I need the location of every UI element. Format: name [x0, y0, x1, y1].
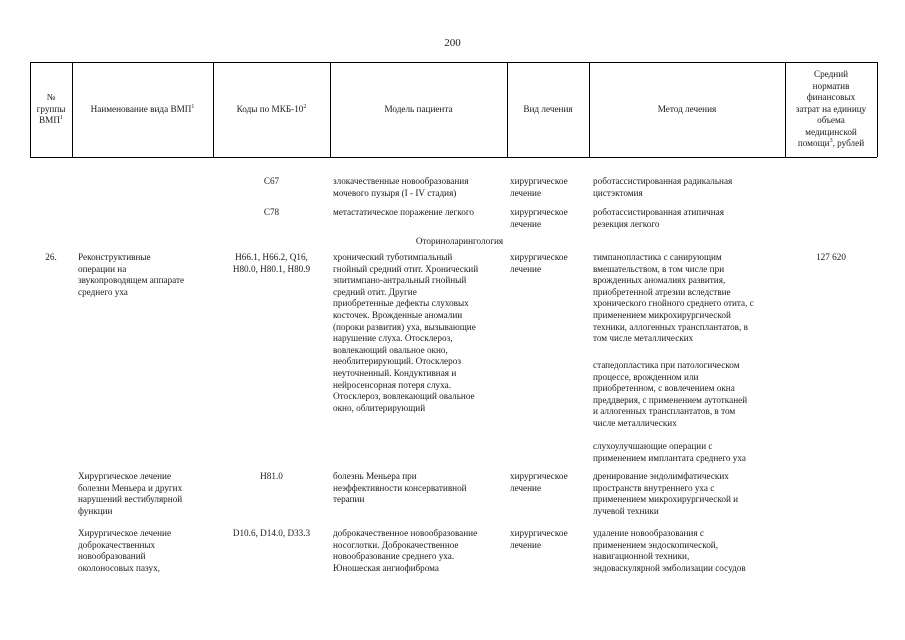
text-line: приобретенные дефекты слуховых [333, 298, 469, 309]
text-line: навигационной техники, [593, 551, 690, 562]
text-line: применением имплантата среднего уха [593, 452, 746, 463]
text-line: удаление новообразования с [593, 528, 704, 538]
text-line: хирургическое [510, 207, 568, 217]
header-text-line: ВМП [39, 115, 60, 126]
text-line: дренирование эндолимфатических [593, 471, 729, 481]
footnote-mark: 3 [829, 138, 833, 145]
text-line: эпитимпано-антральный гнойный [333, 275, 467, 286]
treatment-type-cell [510, 207, 590, 230]
average-cost-cell: 127 620 [816, 252, 846, 262]
footnote-mark: 1 [191, 103, 195, 110]
header-text: Метод лечения [657, 103, 717, 114]
text-line: H66.1, H66.2, Q16, [235, 252, 308, 262]
text-line: гнойный средний отит. Хронический [333, 263, 479, 274]
text-line: преддверия, с применением аутотканей [593, 394, 748, 405]
section-title: Оториноларингология [415, 236, 504, 246]
text-line: средний отит. Другие [333, 286, 417, 297]
treatment-method-cell [593, 360, 787, 430]
text-line: Реконструктивные [78, 252, 151, 262]
footnote-mark: 2 [303, 103, 307, 110]
text-line: слухоулучшающие операции с [593, 441, 713, 451]
patient-model-cell [333, 207, 509, 219]
text-line: приобретенном, с вовлечением окна [593, 383, 735, 394]
header-right-border [877, 62, 878, 157]
header-text: Модель пациента [384, 103, 453, 114]
text-line: операции на [78, 263, 127, 274]
text-line: процессе, врожденном или [593, 371, 699, 382]
header-text-line: помощи [797, 138, 830, 149]
text-line: лечение [510, 539, 542, 550]
text-line: хирургическое [510, 252, 568, 262]
text-line: Юношеская ангиофиброма [333, 562, 439, 573]
group-number-cell: 26. [45, 252, 57, 262]
patient-model-cell [333, 471, 509, 506]
text-line: новообразований [78, 551, 146, 562]
text-line: лучевой техники [593, 505, 659, 516]
icd-code-cell: H81.0 [260, 471, 283, 481]
patient-model-cell [333, 528, 509, 574]
treatment-type-cell [510, 176, 590, 199]
text-line: вмешательством, в том числе при [593, 263, 725, 274]
header-text-line: объема [817, 115, 845, 126]
header-text-line: группы [36, 103, 66, 114]
text-line: нарушение слуха. Отосклероз, [333, 333, 453, 344]
text-line: хирургическое [510, 528, 568, 538]
text-line: лечение [510, 218, 542, 229]
header-text: Вид лечения [523, 103, 573, 114]
text-line: (пороки развития) уха, вызывающие [333, 321, 476, 332]
text-line: тимпанопластика с санирующим [593, 252, 722, 262]
header-text: Коды по МКБ-10 [236, 103, 304, 114]
text-line: Отосклероз, вовлекающий овальное [333, 391, 475, 402]
footnote-mark: 1 [59, 115, 63, 122]
text-line: околоносовых пазух, [78, 562, 160, 573]
header-text-line: медицинской [805, 126, 857, 137]
text-line: том числе металлических [593, 333, 694, 344]
text-line: цистэктомия [593, 187, 643, 198]
text-line: злокачественные новообразования [333, 176, 469, 186]
text-line: косточек. Врожденные аномалии [333, 309, 463, 320]
treatment-method-cell [593, 207, 787, 230]
text-line: хирургическое [510, 471, 568, 481]
patient-model-cell [333, 176, 509, 199]
text-line: и аллогенных трансплантатов, в том [593, 406, 736, 417]
icd-code-cell: C67 [263, 176, 280, 186]
text-line: доброкачественное новообразование [333, 528, 478, 538]
header-text-line: № [46, 92, 56, 103]
treatment-method-cell [593, 176, 787, 199]
text-line: Хирургическое лечение [78, 471, 172, 481]
header-text-line: затрат на единицу [795, 103, 867, 114]
patient-model-cell [333, 252, 509, 414]
text-line: хронический туботимпальный [333, 252, 453, 262]
text-line: метастатическое поражение легкого [333, 207, 475, 217]
text-line: H80.0, H80.1, H80.9 [232, 263, 311, 274]
text-line: необлитерирующий. Отосклероз [333, 356, 461, 367]
text-line: среднего уха [78, 286, 128, 297]
text-line: болезнь Меньера при [333, 471, 417, 481]
text-line: техники, аллогенных трансплантатов, в [593, 321, 748, 332]
text-line: хронического гнойного среднего отита, с [593, 298, 754, 309]
header-icd-codes [213, 62, 330, 157]
header-group-number [30, 62, 72, 157]
text-line: эндоваскулярной эмболизации сосудов [593, 562, 746, 573]
header-treatment-method [589, 62, 785, 157]
text-line: применением эндоскопической, [593, 539, 719, 550]
header-text: Наименование вида ВМП [90, 103, 192, 114]
text-line: резекция легкого [593, 218, 660, 229]
treatment-method-cell [593, 441, 787, 464]
treatment-type-cell [510, 471, 590, 494]
icd-code-cell [213, 252, 330, 275]
page-number: 200 [444, 37, 461, 49]
text-line: лечение [510, 187, 542, 198]
text-line: нарушений вестибулярной [78, 494, 183, 505]
text-line: функции [78, 505, 113, 516]
text-line: неуточненный. Кондуктивная и [333, 367, 457, 378]
treatment-method-cell [593, 471, 787, 517]
text-line: стапедопластика при патологическом [593, 360, 740, 370]
treatment-method-cell [593, 528, 787, 574]
vmp-name-cell [78, 252, 213, 298]
text-line: приобретенной атрезии вследствие [593, 286, 731, 297]
header-treatment-type [507, 62, 589, 157]
header-text-line: норматив [812, 80, 850, 91]
text-line: новообразование среднего уха. [333, 551, 455, 562]
icd-code-cell: D10.6, D14.0, D33.3 [232, 528, 311, 538]
text-line: болезни Меньера и других [78, 482, 183, 493]
text-line: нейросенсорная потеря слуха. [333, 379, 451, 390]
text-line: числе металлических [593, 417, 677, 428]
text-line: пространств внутреннего уха с [593, 482, 715, 493]
text-line: доброкачественных [78, 539, 156, 550]
text-line: неэффективности консервативной [333, 482, 467, 493]
text-line: роботассистированная атипичная [593, 207, 724, 217]
vmp-name-cell [78, 528, 213, 574]
text-line: мочевого пузыря (I - IV стадия) [333, 187, 457, 198]
header-bottom-rule [30, 157, 877, 158]
vmp-name-cell [78, 471, 213, 517]
text-line: роботассистированная радикальная [593, 176, 733, 186]
text-line: лечение [510, 263, 542, 274]
treatment-type-cell [510, 252, 590, 275]
header-text-line: финансовых [806, 92, 856, 103]
header-text-line: Средний [813, 68, 849, 79]
text-line: вовлекающий овальное окно, [333, 344, 448, 355]
text-line: окно, облитерирующий [333, 402, 426, 413]
text-line: Хирургическое лечение [78, 528, 172, 538]
treatment-type-cell [510, 528, 590, 551]
treatment-method-cell [593, 252, 787, 345]
text-line: применением микрохирургической и [593, 494, 739, 505]
text-line: лечение [510, 482, 542, 493]
text-line: носоглотки. Доброкачественное [333, 539, 459, 550]
icd-code-cell: C78 [263, 207, 280, 217]
header-patient-model [330, 62, 507, 157]
header-text-line: , рублей [832, 138, 865, 149]
text-line: терапии [333, 494, 365, 505]
header-vmp-name [72, 62, 213, 157]
text-line: хирургическое [510, 176, 568, 186]
text-line: применением микрохирургической [593, 309, 731, 320]
text-line: звукопроводящем аппарате [78, 275, 185, 286]
header-average-cost [785, 62, 877, 157]
text-line: врожденных аномалиях развития, [593, 275, 726, 286]
